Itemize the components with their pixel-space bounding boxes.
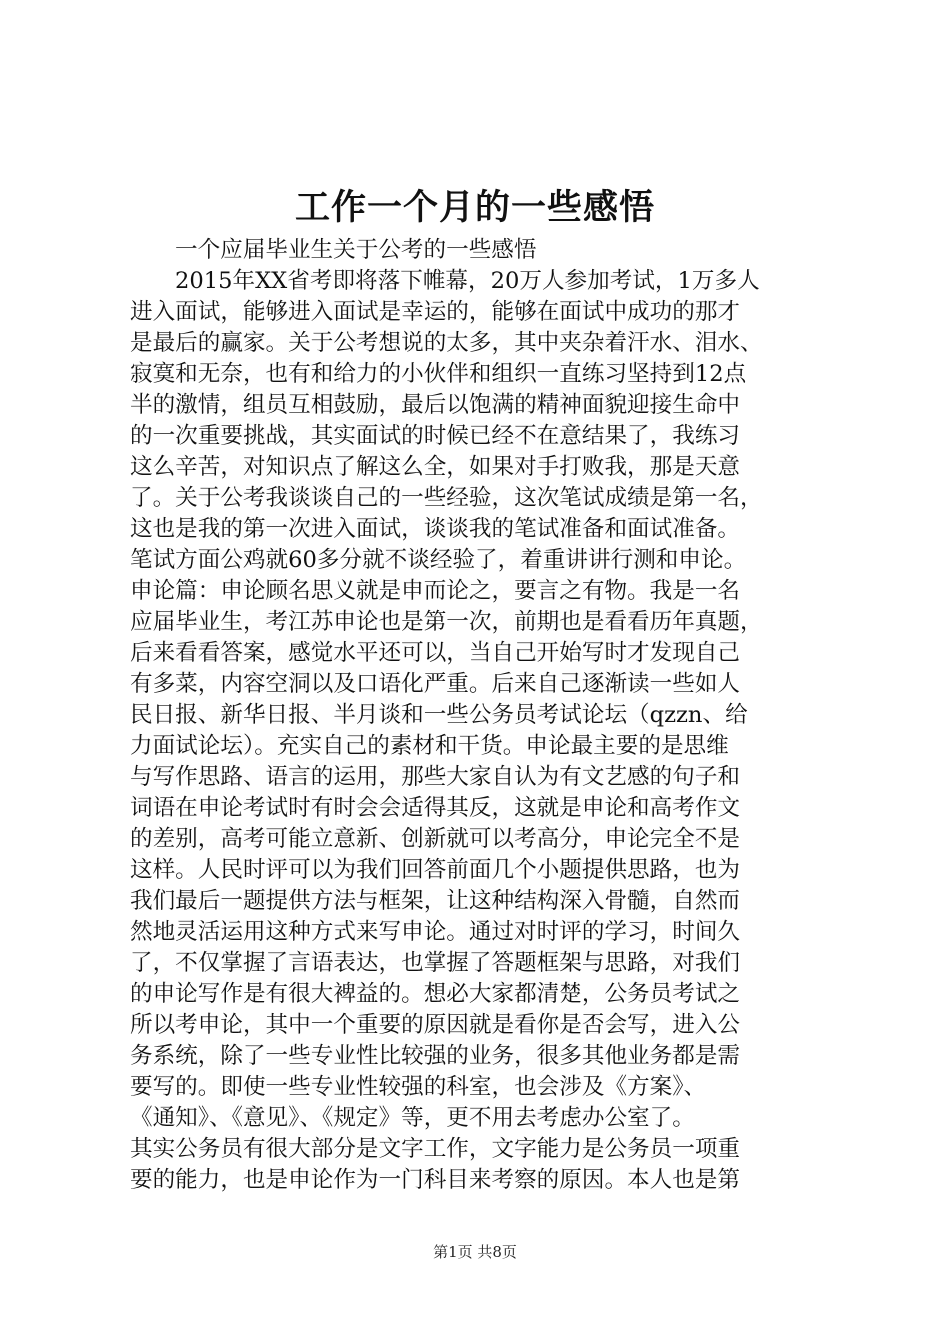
body-line: 力面试论坛）。充实自己的素材和干货。申论最主要的是思维 (130, 733, 729, 759)
body-line: 进入面试，能够进入面试是幸运的，能够在面试中成功的那才 (130, 299, 741, 325)
body-line: 寂寞和无奈，也有和给力的小伙伴和组织一直练习坚持到12点 (130, 361, 747, 387)
body-line: 申论篇：申论顾名思义就是申而论之，要言之有物。我是一名 (130, 578, 741, 604)
body-line: 的申论写作是有很大裨益的。想必大家都清楚，公务员考试之 (130, 981, 741, 1007)
body-line: 要写的。即使一些专业性较强的科室，也会涉及《方案》、 (130, 1074, 707, 1100)
body-line: 了，不仅掌握了言语表达，也掌握了答题框架与思路，对我们 (130, 950, 741, 976)
body-line: 2015年XX省考即将落下帷幕，20万人参加考试，1万多人 (175, 268, 760, 294)
body-line: 应届毕业生，考江苏申论也是第一次，前期也是看看历年真题， (130, 609, 763, 635)
body-line: 《通知》、《意见》、《规定》等，更不用去考虑办公室了。 (130, 1105, 695, 1131)
body-line: 务系统，除了一些专业性比较强的业务，很多其他业务都是需 (130, 1043, 741, 1069)
body-line: 了。关于公考我谈谈自己的一些经验，这次笔试成绩是第一名， (130, 485, 763, 511)
body-line: 这也是我的第一次进入面试，谈谈我的笔试准备和面试准备。 (130, 516, 741, 542)
body-line: 这样。人民时评可以为我们回答前面几个小题提供思路，也为 (130, 857, 741, 883)
body-line: 民日报、新华日报、半月谈和一些公务员考试论坛（qzzn、给 (130, 702, 748, 728)
body-line: 所以考申论，其中一个重要的原因就是看你是否会写，进入公 (130, 1012, 741, 1038)
body-line: 的差别，高考可能立意新、创新就可以考高分，申论完全不是 (130, 826, 741, 852)
body-line: 我们最后一题提供方法与框架，让这种结构深入骨髓，自然而 (130, 888, 741, 914)
body-line: 与写作思路、语言的运用，那些大家自认为有文艺感的句子和 (130, 764, 741, 790)
page-indicator: 第1页 共8页 (433, 1243, 517, 1261)
body-line: 有多菜，内容空洞以及口语化严重。后来自己逐渐读一些如人 (130, 671, 741, 697)
body-line: 笔试方面公鸡就60多分就不谈经验了，着重讲讲行测和申论。 (130, 547, 747, 573)
body-line: 词语在申论考试时有时会会适得其反，这就是申论和高考作文 (130, 795, 741, 821)
body-line: 半的激情，组员互相鼓励，最后以饱满的精神面貌迎接生命中 (130, 392, 741, 418)
body-line: 其实公务员有很大部分是文字工作，文字能力是公务员一项重 (130, 1136, 741, 1162)
body-line: 要的能力，也是申论作为一门科目来考察的原因。本人也是第 (130, 1167, 741, 1193)
subtitle-line: 一个应届毕业生关于公考的一些感悟 (175, 237, 537, 263)
body-line: 是最后的赢家。关于公考想说的太多，其中夹杂着汗水、泪水、 (130, 330, 763, 356)
page-title: 工作一个月的一些感悟 (294, 187, 655, 228)
body-line: 的一次重要挑战，其实面试的时候已经不在意结果了，我练习 (130, 423, 741, 449)
body-line: 后来看看答案，感觉水平还可以，当自己开始写时才发现自己 (130, 640, 741, 666)
body-line: 然地灵活运用这种方式来写申论。通过对时评的学习，时间久 (130, 919, 741, 945)
body-line: 这么辛苦，对知识点了解这么全，如果对手打败我，那是天意 (130, 454, 741, 480)
